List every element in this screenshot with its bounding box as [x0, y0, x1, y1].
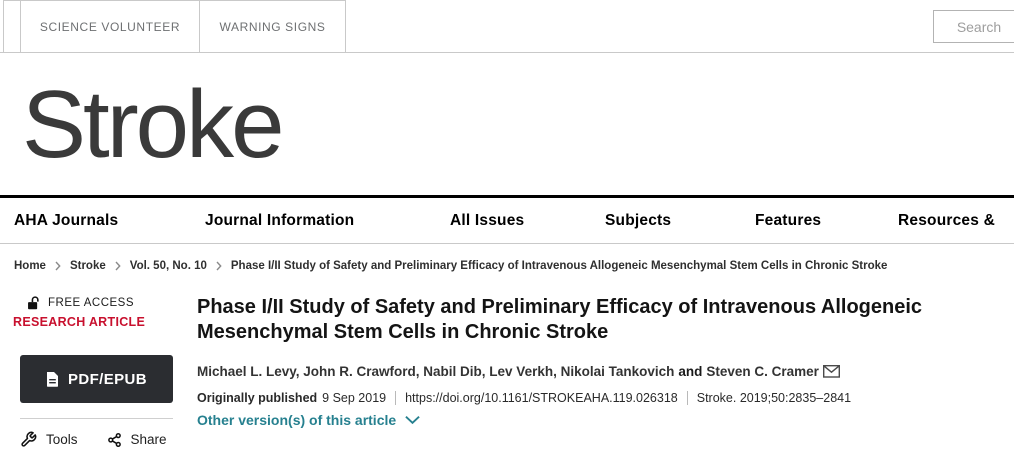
breadcrumb-current-article: Phase I/II Study of Safety and Preliminary Efficacy of Intravenous Allogeneic Mesenchymal Stem Cells in Chronic Stroke — [230, 260, 888, 272]
article-type-label: RESEARCH ARTICLE — [13, 315, 146, 329]
journal-logo[interactable]: Stroke — [22, 71, 282, 178]
free-access-label: FREE ACCESS — [48, 297, 135, 309]
citation: Stroke. 2019;50:2835–2841 — [696, 391, 852, 405]
other-versions-toggle[interactable] — [197, 412, 420, 428]
nav-item-features[interactable]: Features — [755, 211, 822, 229]
wrench-icon — [20, 431, 37, 448]
separator — [687, 391, 688, 405]
article-title: Phase I/II Study of Safety and Preliminary Efficacy of Intravenous Allogeneic Mesenchymal Stem Cells in Chronic Stroke — [197, 296, 923, 343]
chevron-right-icon — [115, 261, 121, 271]
topbar — [0, 0, 1014, 53]
breadcrumb-journal[interactable]: Stroke — [69, 260, 106, 272]
topbar-empty-cell — [3, 0, 21, 52]
doi-link[interactable]: https://doi.org/10.1161/STROKEAHA.119.026318 — [405, 391, 678, 405]
author-list — [197, 364, 840, 379]
breadcrumb — [14, 254, 887, 278]
search-input[interactable] — [933, 10, 1014, 43]
breadcrumb-issue[interactable]: Vol. 50, No. 10 — [129, 260, 207, 272]
nav-item-subjects[interactable]: Subjects — [605, 211, 672, 229]
publication-info — [197, 391, 851, 405]
published-date: 9 Sep 2019 — [322, 391, 387, 405]
and-label: and — [678, 364, 703, 379]
tab-science-volunteer[interactable]: SCIENCE VOLUNTEER — [20, 0, 200, 52]
share-label: Share — [130, 432, 167, 447]
nav-item-journal-information[interactable]: Journal Information — [205, 211, 355, 229]
envelope-icon[interactable] — [823, 365, 840, 378]
tools-label: Tools — [46, 432, 78, 447]
document-icon — [46, 371, 59, 387]
tools-button[interactable] — [20, 431, 78, 448]
tab-warning-signs[interactable]: WARNING SIGNS — [199, 0, 346, 52]
share-button[interactable] — [107, 432, 167, 448]
lock-open-icon — [27, 295, 41, 311]
chevron-down-icon — [405, 415, 420, 425]
published-label: Originally published — [197, 391, 318, 405]
breadcrumb-home[interactable]: Home — [14, 260, 46, 272]
chevron-right-icon — [216, 261, 222, 271]
nav-item-aha-journals[interactable]: AHA Journals — [14, 211, 119, 229]
pdf-epub-button[interactable] — [20, 355, 173, 403]
other-versions-label: Other version(s) of this article — [197, 412, 397, 428]
main-nav — [0, 195, 1014, 244]
rail-actions — [20, 431, 167, 448]
rail-divider — [20, 418, 173, 419]
nav-item-resources[interactable]: Resources & — [898, 211, 995, 229]
corresponding-author[interactable]: Steven C. Cramer — [706, 364, 819, 379]
separator — [395, 391, 396, 405]
share-icon — [107, 432, 122, 448]
pdf-epub-label: PDF/EPUB — [67, 370, 148, 388]
author-names: Michael L. Levy, John R. Crawford, Nabil Dib, Lev Verkh, Nikolai Tankovich — [197, 364, 675, 379]
free-access-badge — [27, 295, 134, 311]
nav-item-all-issues[interactable]: All Issues — [450, 211, 525, 229]
chevron-right-icon — [55, 261, 61, 271]
